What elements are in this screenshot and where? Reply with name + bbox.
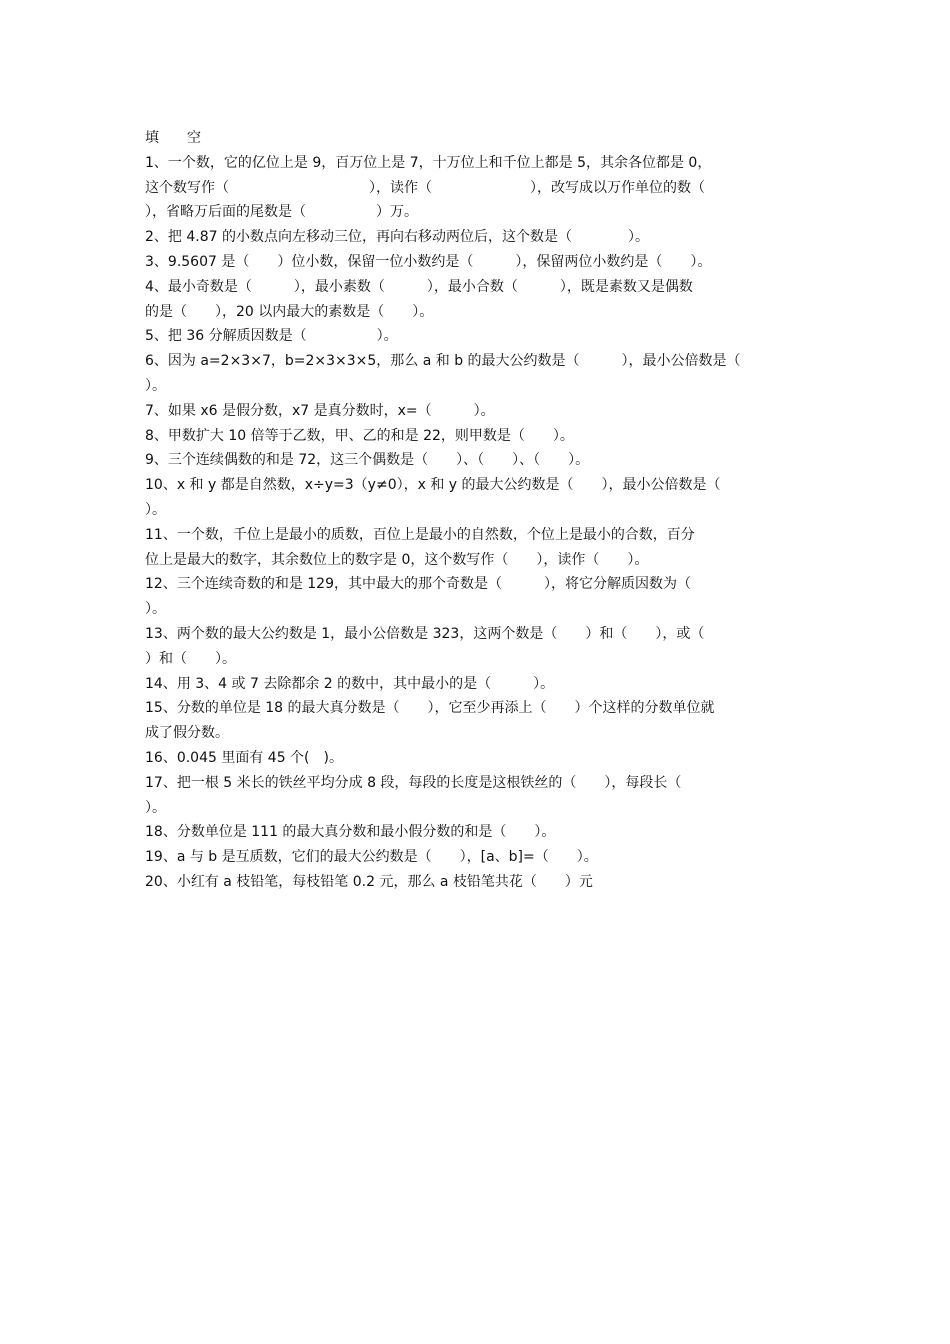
question-line-19: ）。	[145, 601, 166, 618]
question-line-5: 3、9.5607 是（ ）位小数，保留一位小数约是（ ），保留两位小数约是（ ）。	[145, 253, 712, 270]
question-line-28: 18、分数单位是 111 的最大真分数和最小假分数的和是（ ）。	[145, 824, 556, 841]
question-line-23: 15、分数的单位是 18 的最大真分数是（ ），它至少再添上（ ）个这样的分数单位就	[145, 700, 715, 717]
question-line-17: 位上是最大的数字，其余数位上的数字是 0，这个数写作（ ），读作（ ）。	[145, 551, 649, 568]
question-line-3: ），省略万后面的尾数是（ ）万。	[145, 204, 418, 221]
question-line-10: ）。	[145, 377, 166, 394]
question-line-27: ）。	[145, 799, 166, 816]
question-line-26: 17、把一根 5 米长的铁丝平均分成 8 段，每段的长度是这根铁丝的（ ），每段长（	[145, 774, 682, 791]
question-line-29: 19、a 与 b 是互质数，它们的最大公约数是（ ），[a、b]=（ ）。	[145, 849, 598, 866]
question-line-11: 7、如果 x6 是假分数，x7 是真分数时，x=（ ）。	[145, 402, 495, 419]
question-line-22: 14、用 3、4 或 7 去除都余 2 的数中，其中最小的是（ ）。	[145, 675, 555, 692]
question-line-13: 9、三个连续偶数的和是 72，这三个偶数是（ ）、（ ）、（ ）。	[145, 452, 590, 469]
question-line-21: ）和（ ）。	[145, 650, 236, 667]
question-line-20: 13、两个数的最大公约数是 1，最小公倍数是 323，这两个数是（ ）和（ ），或（	[145, 625, 705, 642]
question-line-15: ）。	[145, 501, 166, 518]
worksheet-content	[145, 126, 807, 895]
question-line-1: 1、一个数，它的亿位上是 9，百万位上是 7，十万位上和千位上都是 5，其余各位都是 0，	[145, 154, 712, 171]
question-line-24: 成了假分数。	[145, 725, 229, 742]
question-line-12: 8、甲数扩大 10 倍等于乙数，甲、乙的和是 22，则甲数是（ ）。	[145, 427, 574, 444]
question-line-14: 10、x 和 y 都是自然数，x÷y=3（y≠0），x 和 y 的最大公约数是（ ），最小公倍数是（	[145, 477, 721, 494]
question-line-7: 的是（ ），20 以内最大的素数是（ ）。	[145, 303, 434, 320]
question-line-16: 11、一个数，千位上是最小的质数，百位上是最小的自然数，个位上是最小的合数，百分	[145, 526, 695, 543]
question-line-6: 4、最小奇数是（ ），最小素数（ ），最小合数（ ），既是素数又是偶数	[145, 278, 693, 295]
question-line-2: 这个数写作（ ），读作（ ），改写成以万作单位的数（	[145, 179, 705, 196]
worksheet-title: 填 空	[145, 130, 201, 146]
question-line-18: 12、三个连续奇数的和是 129，其中最大的那个奇数是（ ），将它分解质因数为（	[145, 576, 691, 593]
question-line-25: 16、0.045 里面有 45 个( )。	[145, 749, 343, 766]
question-line-30: 20、小红有 a 枝铅笔，每枝铅笔 0.2 元，那么 a 枝铅笔共花（ ）元	[145, 873, 593, 890]
question-line-9: 6、因为 a=2×3×7，b=2×3×3×5，那么 a 和 b 的最大公约数是（ ），最小公倍数是（	[145, 353, 741, 370]
question-line-4: 2、把 4.87 的小数点向左移动三位，再向右移动两位后，这个数是（ ）。	[145, 229, 649, 246]
question-line-8: 5、把 36 分解质因数是（ ）。	[145, 328, 398, 345]
